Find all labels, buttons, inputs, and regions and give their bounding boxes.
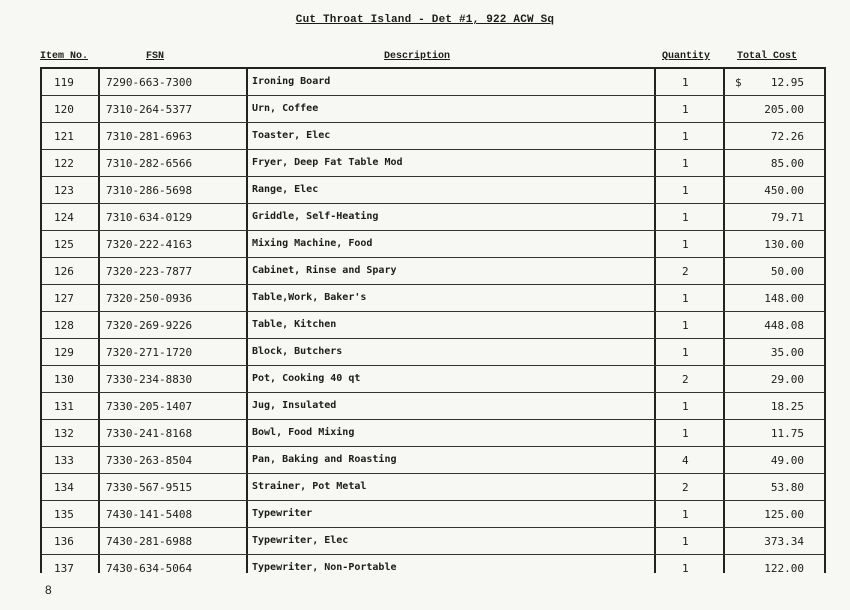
table-cell-fsn: 7320-222-4163 <box>106 238 193 251</box>
table-cell-item: 136 <box>54 535 74 548</box>
table-cell-fsn: 7290-663-7300 <box>106 76 193 89</box>
table-cell-description: Pan, Baking and Roasting <box>252 454 397 465</box>
table-cell-quantity: 1 <box>682 238 689 251</box>
table-cell-quantity: 1 <box>682 292 689 305</box>
table-cell-quantity: 1 <box>682 508 689 521</box>
table-cell-quantity: 1 <box>682 130 689 143</box>
table-row <box>42 447 824 474</box>
table-cell-fsn: 7310-286-5698 <box>106 184 193 197</box>
table-cell-quantity: 2 <box>682 265 689 278</box>
table-cell-item: 123 <box>54 184 74 197</box>
table-row <box>42 312 824 339</box>
table-row <box>42 339 824 366</box>
table-cell-description: Table, Kitchen <box>252 319 337 330</box>
table-cell-description: Griddle, Self-Heating <box>252 211 379 222</box>
table-cell-item: 130 <box>54 373 74 386</box>
inventory-table <box>40 67 826 573</box>
table-cell-fsn: 7330-567-9515 <box>106 481 193 494</box>
table-cell-description: Strainer, Pot Metal <box>252 481 367 492</box>
table-row <box>42 96 824 123</box>
table-cell-total-cost: 148.00 <box>764 292 804 305</box>
table-cell-total-cost: 205.00 <box>764 103 804 116</box>
table-cell-total-cost: 49.00 <box>770 454 804 467</box>
table-cell-fsn: 7430-281-6988 <box>106 535 193 548</box>
table-cell-total-cost: 450.00 <box>764 184 804 197</box>
table-cell-fsn: 7310-281-6963 <box>106 130 193 143</box>
table-cell-total-cost: 373.34 <box>764 535 804 548</box>
table-cell-total-cost: 35.00 <box>770 346 804 359</box>
table-cell-fsn: 7320-269-9226 <box>106 319 193 332</box>
table-cell-fsn: 7320-223-7877 <box>106 265 193 278</box>
table-cell-item: 128 <box>54 319 74 332</box>
header-quantity: Quantity <box>662 51 711 62</box>
table-cell-fsn: 7430-141-5408 <box>106 508 193 521</box>
table-cell-total-cost: 11.75 <box>770 427 804 440</box>
header-total-cost: Total Cost <box>737 51 798 62</box>
table-cell-total-cost: 12.95 <box>770 76 804 89</box>
table-cell-total-cost: 18.25 <box>770 400 804 413</box>
table-row <box>42 501 824 528</box>
table-cell-fsn: 7320-250-0936 <box>106 292 193 305</box>
table-cell-description: Mixing Machine, Food <box>252 238 373 249</box>
table-cell-description: Urn, Coffee <box>252 103 319 114</box>
table-row <box>42 555 824 573</box>
table-row <box>42 528 824 555</box>
column-headers <box>0 51 850 65</box>
header-description: Description <box>384 51 451 62</box>
table-cell-total-cost: 50.00 <box>770 265 804 278</box>
table-cell-description: Table,Work, Baker's <box>252 292 367 303</box>
table-cell-item: 134 <box>54 481 74 494</box>
table-cell-description: Fryer, Deep Fat Table Mod <box>252 157 403 168</box>
table-cell-fsn: 7430-634-5064 <box>106 562 193 573</box>
table-cell-total-cost: 125.00 <box>764 508 804 521</box>
table-row <box>42 285 824 312</box>
table-cell-quantity: 1 <box>682 319 689 332</box>
table-cell-item: 126 <box>54 265 74 278</box>
table-cell-fsn: 7330-234-8830 <box>106 373 193 386</box>
table-cell-item: 122 <box>54 157 74 170</box>
table-row <box>42 150 824 177</box>
table-row <box>42 204 824 231</box>
table-cell-fsn: 7330-205-1407 <box>106 400 193 413</box>
table-cell-item: 120 <box>54 103 74 116</box>
table-row <box>42 177 824 204</box>
header-fsn: FSN <box>146 51 165 62</box>
table-cell-quantity: 1 <box>682 562 689 573</box>
table-cell-fsn: 7330-263-8504 <box>106 454 193 467</box>
table-row <box>42 69 824 96</box>
table-cell-fsn: 7330-241-8168 <box>106 427 193 440</box>
table-cell-description: Typewriter, Elec <box>252 535 349 546</box>
table-row <box>42 393 824 420</box>
table-cell-item: 131 <box>54 400 74 413</box>
table-cell-quantity: 1 <box>682 103 689 116</box>
table-cell-total-cost: 448.08 <box>764 319 804 332</box>
table-cell-quantity: 1 <box>682 346 689 359</box>
table-cell-currency: $ <box>735 76 742 89</box>
table-cell-quantity: 1 <box>682 157 689 170</box>
table-cell-description: Range, Elec <box>252 184 319 195</box>
table-cell-description: Ironing Board <box>252 76 331 87</box>
table-cell-fsn: 7310-634-0129 <box>106 211 193 224</box>
table-cell-quantity: 1 <box>682 76 689 89</box>
table-cell-total-cost: 79.71 <box>770 211 804 224</box>
table-cell-quantity: 1 <box>682 427 689 440</box>
table-cell-quantity: 1 <box>682 184 689 197</box>
table-cell-quantity: 1 <box>682 535 689 548</box>
table-cell-total-cost: 130.00 <box>764 238 804 251</box>
header-item-no: Item No. <box>40 51 89 62</box>
table-cell-fsn: 7310-264-5377 <box>106 103 193 116</box>
table-row <box>42 474 824 501</box>
table-cell-item: 135 <box>54 508 74 521</box>
table-cell-quantity: 4 <box>682 454 689 467</box>
table-cell-item: 124 <box>54 211 74 224</box>
page-number: 8 <box>45 583 52 597</box>
table-cell-total-cost: 53.80 <box>770 481 804 494</box>
table-cell-item: 132 <box>54 427 74 440</box>
table-cell-total-cost: 122.00 <box>764 562 804 573</box>
table-cell-item: 137 <box>54 562 74 573</box>
table-row <box>42 366 824 393</box>
table-cell-item: 119 <box>54 76 74 89</box>
table-cell-total-cost: 85.00 <box>770 157 804 170</box>
table-cell-description: Pot, Cooking 40 qt <box>252 373 361 384</box>
table-row <box>42 258 824 285</box>
table-cell-item: 125 <box>54 238 74 251</box>
table-cell-quantity: 1 <box>682 400 689 413</box>
table-cell-description: Jug, Insulated <box>252 400 337 411</box>
table-cell-description: Toaster, Elec <box>252 130 331 141</box>
table-cell-item: 127 <box>54 292 74 305</box>
table-cell-quantity: 1 <box>682 211 689 224</box>
table-cell-description: Cabinet, Rinse and Spary <box>252 265 397 276</box>
table-cell-item: 133 <box>54 454 74 467</box>
table-cell-item: 129 <box>54 346 74 359</box>
table-cell-total-cost: 29.00 <box>770 373 804 386</box>
page-title: Cut Throat Island - Det #1, 922 ACW Sq <box>295 14 555 26</box>
table-cell-fsn: 7310-282-6566 <box>106 157 193 170</box>
table-row <box>42 420 824 447</box>
table-cell-quantity: 2 <box>682 481 689 494</box>
table-cell-description: Typewriter, Non-Portable <box>252 562 397 573</box>
table-cell-item: 121 <box>54 130 74 143</box>
table-row <box>42 231 824 258</box>
table-cell-description: Typewriter <box>252 508 313 519</box>
table-cell-description: Block, Butchers <box>252 346 343 357</box>
table-cell-total-cost: 72.26 <box>770 130 804 143</box>
table-cell-fsn: 7320-271-1720 <box>106 346 193 359</box>
table-cell-quantity: 2 <box>682 373 689 386</box>
table-row <box>42 123 824 150</box>
table-cell-description: Bowl, Food Mixing <box>252 427 355 438</box>
